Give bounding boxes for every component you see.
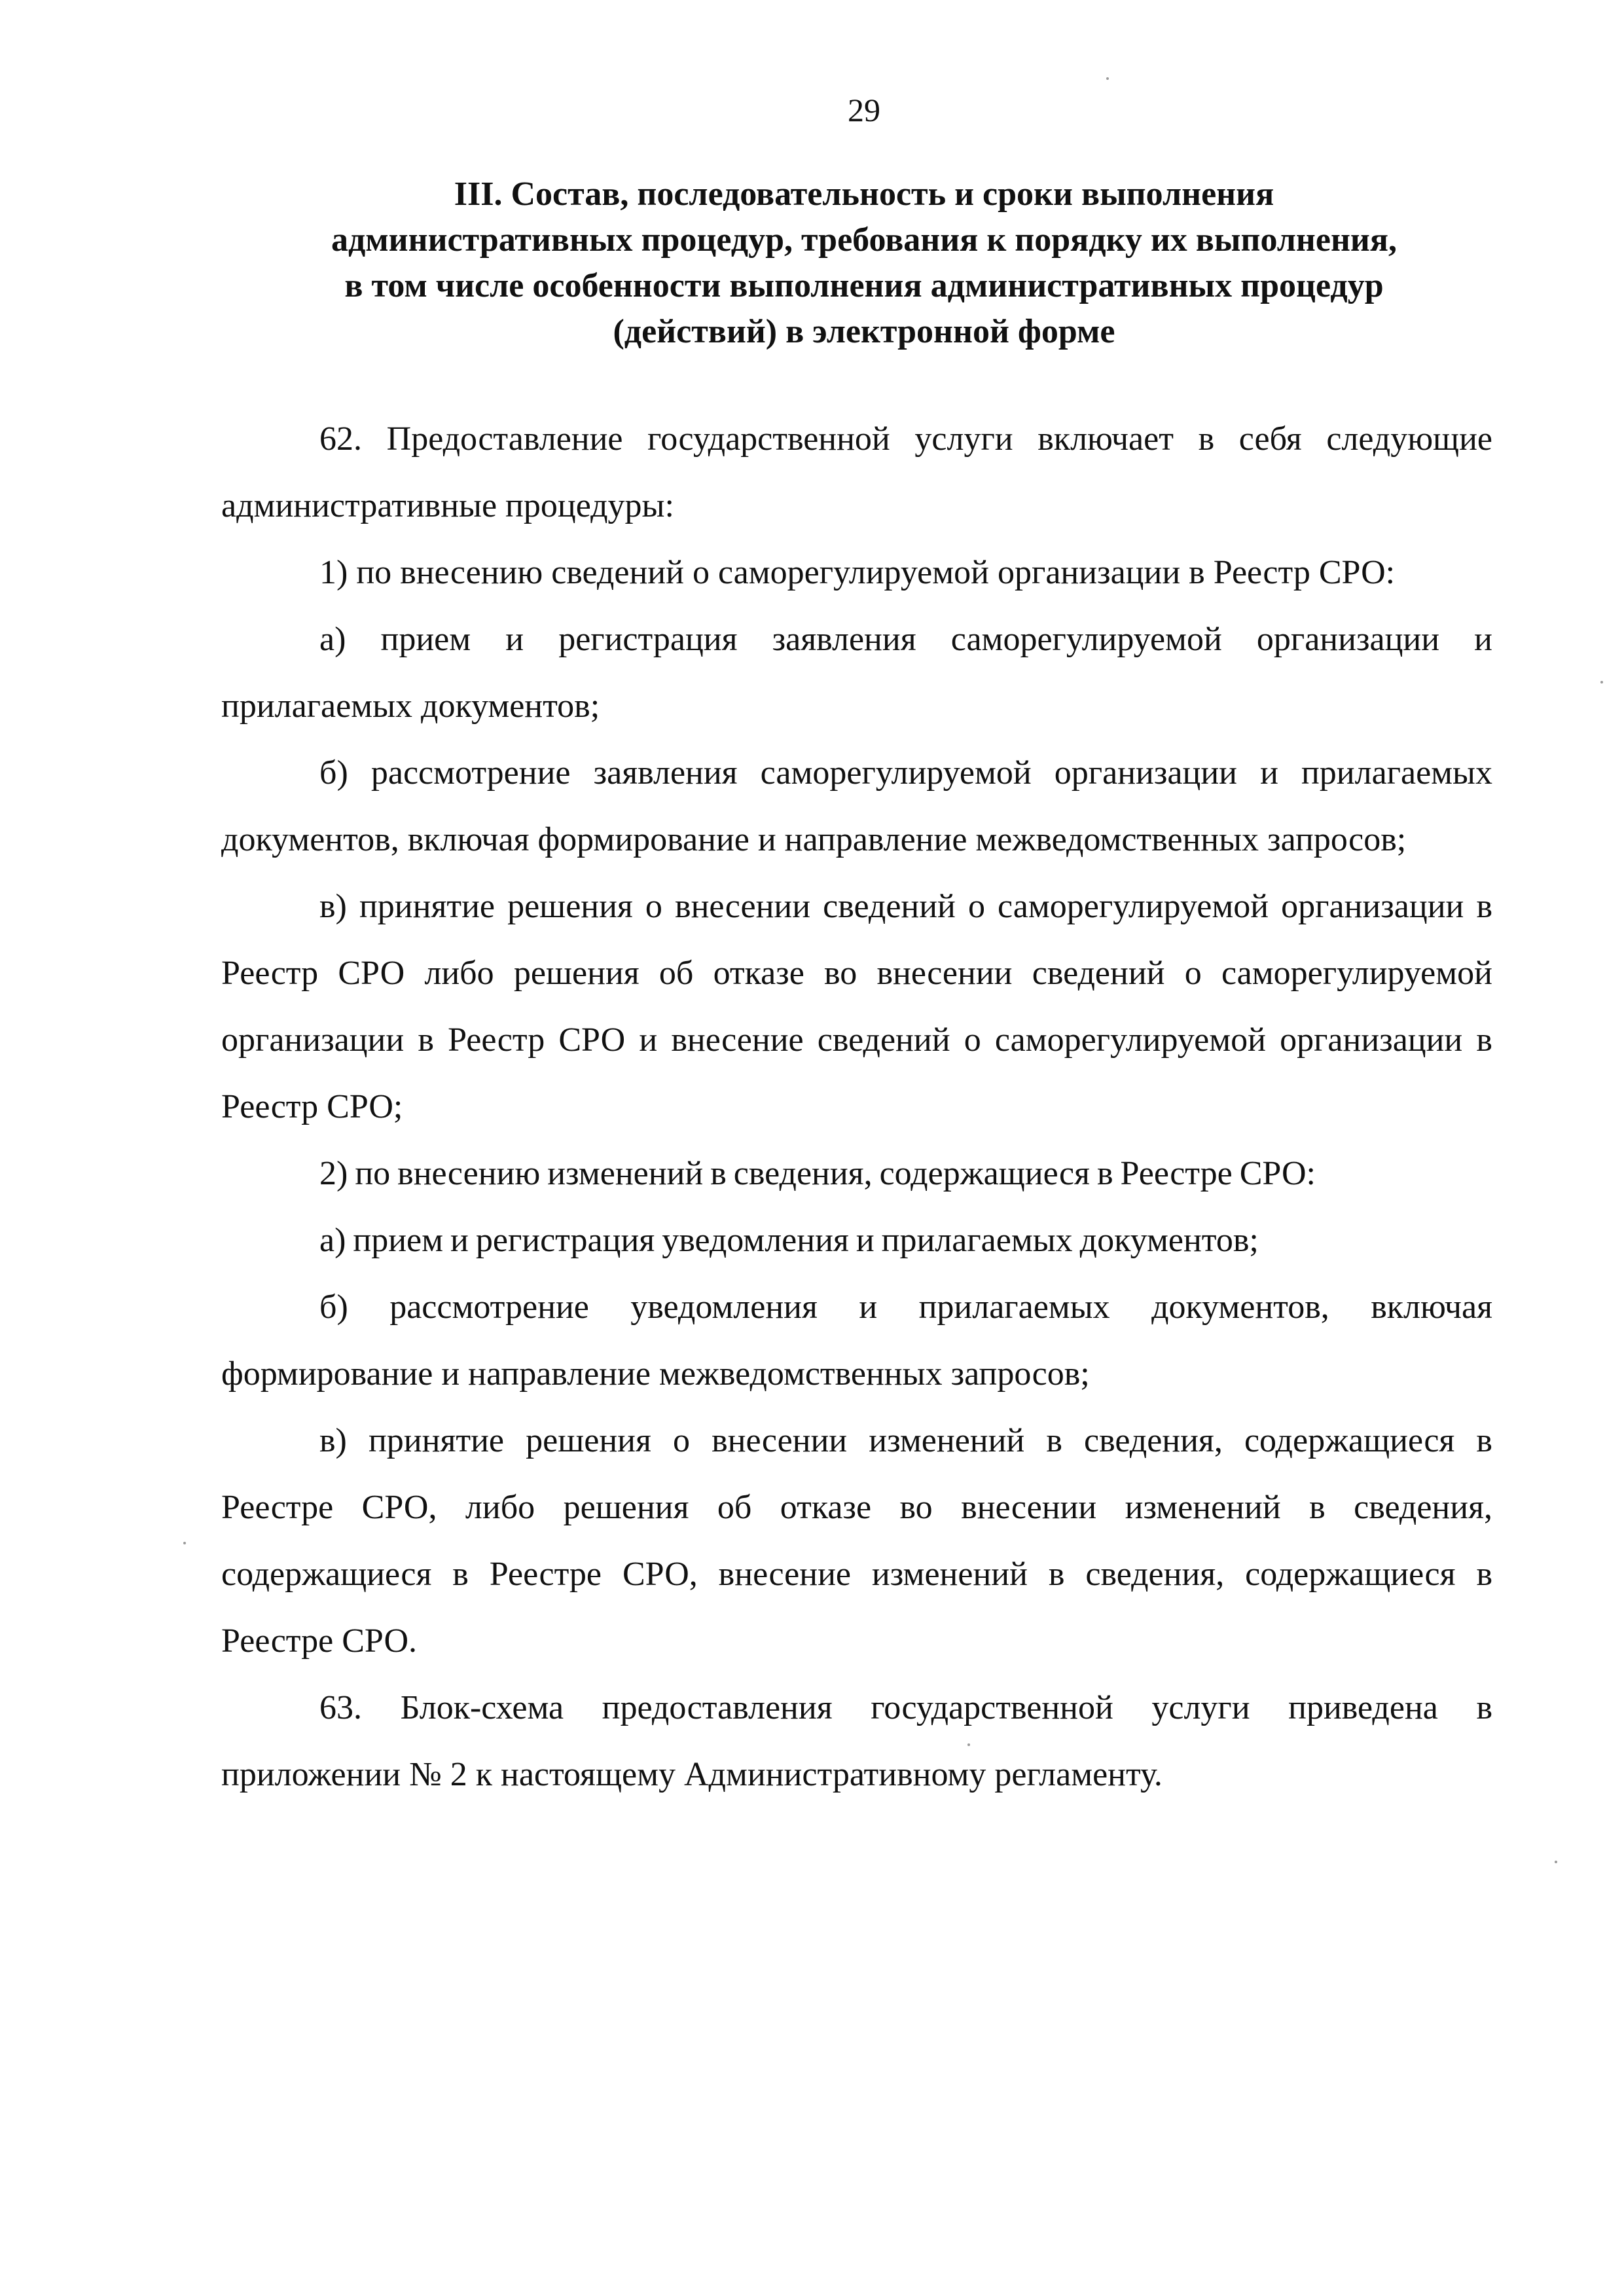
paragraph-item-1b: б) рассмотрение заявления саморегулируемой организации и прилагаемых документов, включая формирование и направление межведомственных запросов;	[221, 754, 1492, 858]
page-number: 29	[848, 92, 880, 128]
heading-line: III. Состав, последовательность и сроки выполнения	[454, 175, 1274, 213]
heading-line: административных процедур, требования к порядку их выполнения,	[331, 221, 1398, 259]
paragraph-item-1c: в) принятие решения о внесении сведений о саморегулируемой организации в Реестр СРО либо решения об отказе во внесении сведений о саморегулируемой организации в Реестр СРО и внесение сведений о саморегулируемой организации в Реестр СРО;	[221, 888, 1492, 1125]
paragraph-item-2c: в) принятие решения о внесении изменений в сведения, содержащиеся в Реестре СРО, либо решения об отказе во внесении изменений в сведения, содержащиеся в Реестре СРО, внесение изменений в сведения, содержащиеся в Реестре СРО.	[221, 1422, 1492, 1660]
paragraph-item-2b: б) рассмотрение уведомления и прилагаемых документов, включая формирование и направление межведомственных запросов;	[221, 1288, 1492, 1393]
scan-speck	[1600, 681, 1603, 683]
heading-line: (действий) в электронной форме	[613, 313, 1115, 350]
paragraph-item-2a: а) прием и регистрация уведомления и прилагаемых документов;	[319, 1222, 1259, 1259]
paragraph-item-1a: а) прием и регистрация заявления саморегулируемой организации и прилагаемых документов;	[221, 621, 1492, 725]
heading-line: в том числе особенности выполнения административных процедур	[344, 267, 1384, 304]
paragraph-item-1: 1) по внесению сведений о саморегулируемой организации в Реестр СРО:	[319, 554, 1396, 591]
paragraph-62: 62. Предоставление государственной услуги включает в себя следующие административные процедуры:	[221, 420, 1492, 524]
document-body	[221, 406, 1492, 1808]
scan-speck	[183, 1542, 186, 1544]
paragraph-item-2: 2) по внесению изменений в сведения, содержащиеся в Реестре СРО:	[319, 1155, 1316, 1192]
scan-speck	[1555, 1861, 1557, 1863]
scan-speck	[1106, 77, 1109, 80]
scan-speck	[967, 1743, 970, 1746]
paragraph-63: 63. Блок-схема предоставления государственной услуги приведена в приложении № 2 к настоящему Административному регламенту.	[221, 1689, 1492, 1793]
section-heading	[249, 172, 1479, 355]
